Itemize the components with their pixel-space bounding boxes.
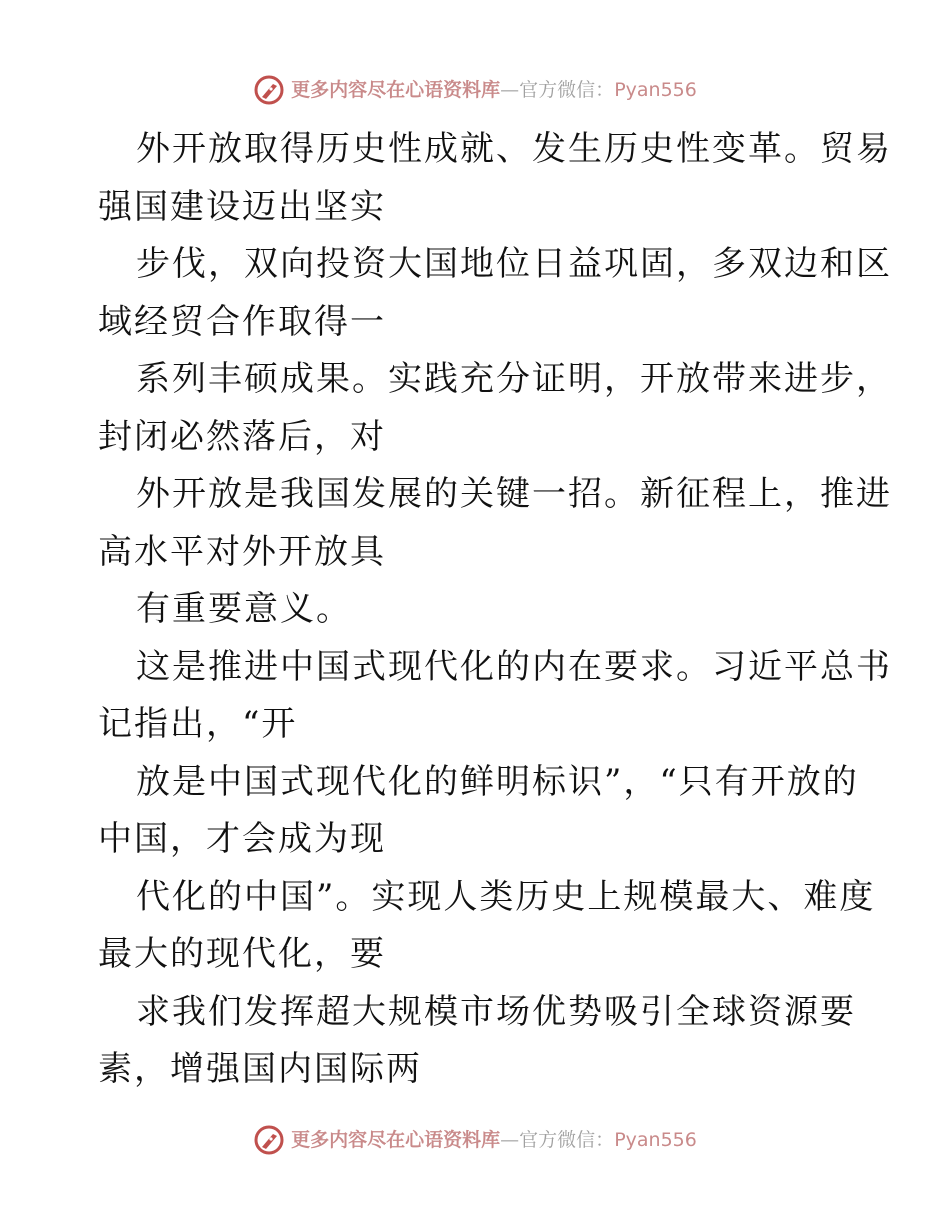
body-line: 高水平对外开放具: [98, 531, 386, 572]
watermark-side-text: 官方微信：: [519, 1129, 615, 1151]
pen-nib-circle-icon: [253, 1124, 285, 1156]
body-line: 强国建设迈出坚实: [98, 186, 386, 227]
watermark-separator: —: [500, 1129, 520, 1151]
pen-nib-circle-icon: [253, 74, 285, 106]
watermark-separator: —: [500, 79, 520, 101]
body-line: 放是中国式现代化的鲜明标识”，“只有开放的: [136, 761, 859, 802]
watermark-id: Pyan556: [614, 1129, 697, 1151]
body-line: 系列丰硕成果。实践充分证明，开放带来进步，: [136, 359, 892, 399]
body-line: 这是推进中国式现代化的内在要求。习近平总书: [136, 646, 892, 687]
body-line: 中国，才会成为现: [98, 819, 386, 859]
body-line: 外开放取得历史性成就、发生历史性变革。贸易: [136, 129, 892, 169]
body-line: 记指出，“开: [98, 704, 298, 744]
body-line: 步伐，双向投资大国地位日益巩固，多双边和区: [136, 244, 892, 284]
watermark-main-text: 更多内容尽在心语资料库: [291, 1129, 501, 1151]
watermark-side-text: 官方微信：: [519, 79, 615, 101]
body-line: 求我们发挥超大规模市场优势吸引全球资源要: [136, 991, 856, 1032]
document-body: [98, 121, 892, 1099]
header-watermark: [0, 70, 950, 110]
body-line: 域经贸合作取得一: [98, 301, 386, 342]
body-line: 代化的中国”。实现人类历史上规模最大、难度: [136, 876, 876, 917]
body-line: 外开放是我国发展的关键一招。新征程上，推进: [136, 474, 892, 514]
body-line: 素，增强国内国际两: [98, 1049, 422, 1089]
footer-watermark: [0, 1120, 950, 1160]
watermark-main-text: 更多内容尽在心语资料库: [291, 79, 501, 101]
body-line: 封闭必然落后，对: [98, 416, 386, 457]
body-line: 最大的现代化，要: [98, 934, 386, 974]
watermark-id: Pyan556: [614, 79, 697, 101]
body-line: 有重要意义。: [136, 589, 352, 629]
